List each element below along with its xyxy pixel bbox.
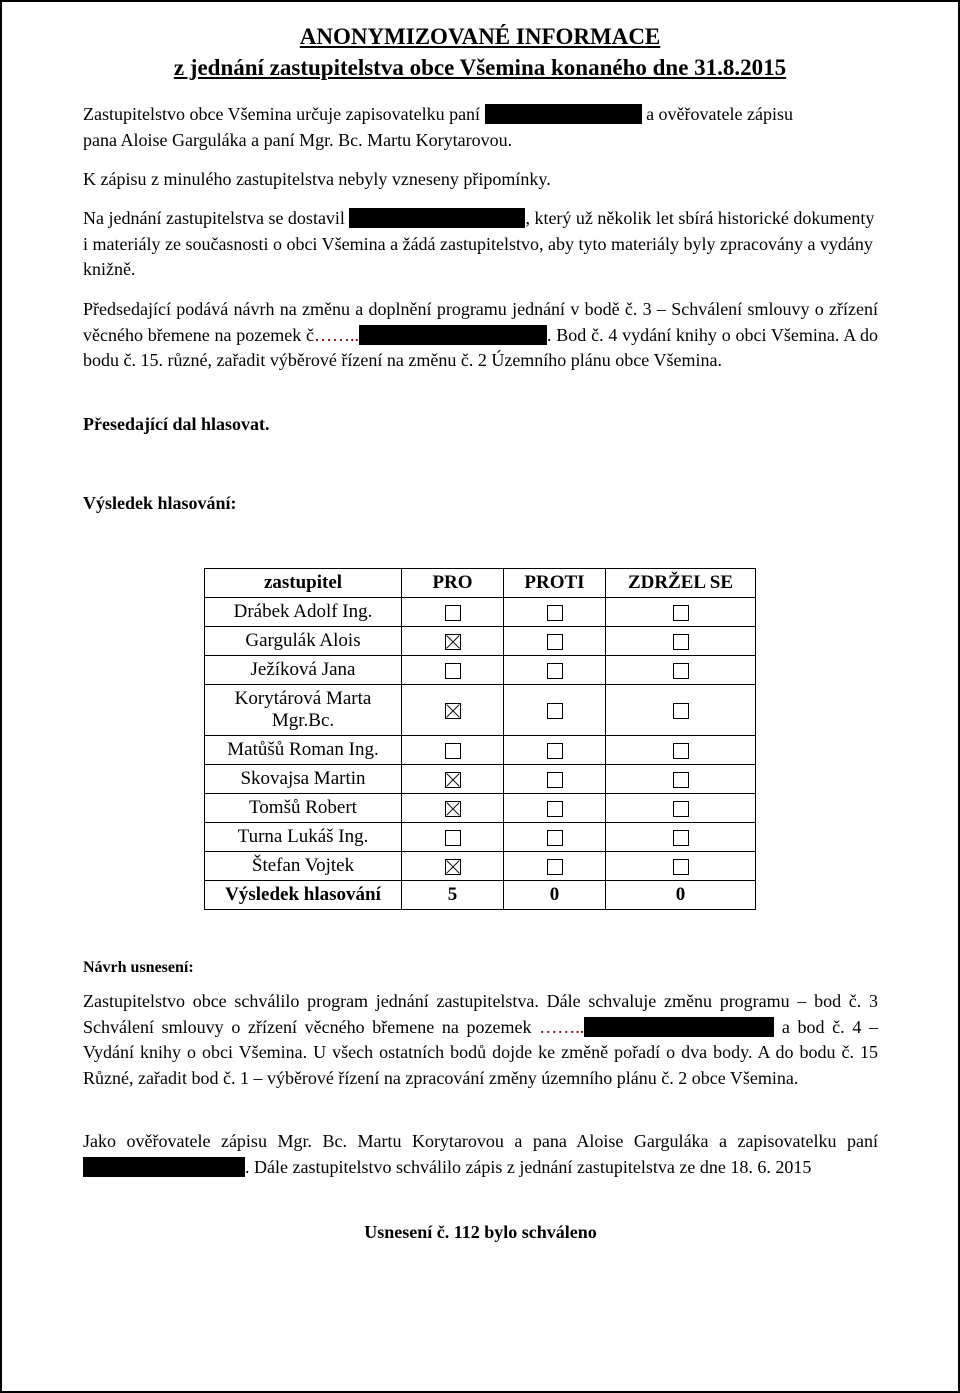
- resolution-approved: Usnesení č. 112 bylo schváleno: [364, 1222, 597, 1242]
- empty-box-icon: [445, 743, 461, 759]
- paragraph-verifiers: [83, 1129, 878, 1180]
- abstain-cell: [606, 685, 756, 736]
- proti-cell: [504, 765, 606, 794]
- empty-box-icon: [547, 663, 563, 679]
- empty-box-icon: [547, 634, 563, 650]
- empty-box-icon: [673, 830, 689, 846]
- document-title: ANONYMIZOVANÉ INFORMACE: [299, 24, 661, 49]
- empty-box-icon: [547, 743, 563, 759]
- abstain-cell: [606, 736, 756, 765]
- vote-call: Přesedající dal hlasovat.: [83, 414, 270, 434]
- empty-box-icon: [673, 801, 689, 817]
- representative-name: Tomšů Robert: [205, 794, 402, 823]
- table-row: [205, 598, 756, 627]
- visitor-text-b: , který už několik let sbírá historické dokumenty i materiály ze současnosti o obci Všemina a žádá zastupitelstvo, aby tyto materiály byly zpracovány a vydány knižně.: [83, 208, 875, 279]
- verifiers-text-a: Jako ověřovatele zápisu Mgr. Bc. Martu Korytarovou a pana Aloise Garguláka a zapisovatelku paní: [83, 1131, 878, 1151]
- pro-cell: [402, 656, 504, 685]
- document-subtitle: z jednání zastupitelstva obce Všemina konaného dne 31.8.2015: [173, 55, 787, 80]
- table-row: [205, 627, 756, 656]
- proti-cell: [504, 736, 606, 765]
- empty-box-icon: [445, 605, 461, 621]
- proti-cell: [504, 656, 606, 685]
- paragraph-recorder: [83, 102, 878, 153]
- paragraph-no-remarks: K zápisu z minulého zastupitelstva nebyly vzneseny připomínky.: [83, 169, 551, 189]
- empty-box-icon: [673, 634, 689, 650]
- pro-cell: [402, 823, 504, 852]
- placeholder-dots: ……..: [314, 324, 360, 345]
- checked-box-icon: [445, 703, 461, 719]
- pro-cell: [402, 852, 504, 881]
- representative-name: Gargulák Alois: [205, 627, 402, 656]
- paragraph-program-change: [83, 297, 878, 374]
- representative-name: Ježíková Jana: [205, 656, 402, 685]
- pro-cell: [402, 627, 504, 656]
- empty-box-icon: [673, 772, 689, 788]
- recorder-text-c: pana Aloise Garguláka a paní Mgr. Bc. Martu Korytarovou.: [83, 129, 513, 150]
- redaction-bar: [584, 1017, 774, 1037]
- table-row: [205, 823, 756, 852]
- redaction-bar: [83, 1157, 245, 1177]
- empty-box-icon: [547, 703, 563, 719]
- representative-name: Matůšů Roman Ing.: [205, 736, 402, 765]
- header-abstain: ZDRŽEL SE: [606, 569, 756, 598]
- empty-box-icon: [547, 830, 563, 846]
- representative-name: Skovajsa Martin: [205, 765, 402, 794]
- abstain-cell: [606, 794, 756, 823]
- proti-cell: [504, 852, 606, 881]
- table-row: [205, 736, 756, 765]
- representative-name: Drábek Adolf Ing.: [205, 598, 402, 627]
- proti-cell: [504, 685, 606, 736]
- empty-box-icon: [547, 801, 563, 817]
- total-abstain: 0: [606, 881, 756, 910]
- empty-box-icon: [445, 830, 461, 846]
- vote-table-header: [205, 569, 756, 598]
- empty-box-icon: [673, 859, 689, 875]
- empty-box-icon: [673, 605, 689, 621]
- table-row: [205, 656, 756, 685]
- pro-cell: [402, 765, 504, 794]
- pro-cell: [402, 598, 504, 627]
- abstain-cell: [606, 852, 756, 881]
- placeholder-dots: ……..: [539, 1016, 585, 1037]
- empty-box-icon: [547, 859, 563, 875]
- checked-box-icon: [445, 772, 461, 788]
- table-row: [205, 685, 756, 736]
- paragraph-visitor: [83, 206, 878, 283]
- proti-cell: [504, 598, 606, 627]
- proti-cell: [504, 627, 606, 656]
- resolution-text-a: Zastupitelstvo obce schválilo program jednání zastupitelstva. Dále schvaluje změnu programu – bod č. 3 Schválení smlouvy o zřízení věcného břemene na pozemek: [83, 991, 878, 1037]
- total-label: Výsledek hlasování: [205, 881, 402, 910]
- recorder-text-b: a ověřovatele zápisu: [646, 104, 793, 124]
- representative-name: Turna Lukáš Ing.: [205, 823, 402, 852]
- representative-name: Štefan Vojtek: [205, 852, 402, 881]
- header-proti: PROTI: [504, 569, 606, 598]
- total-proti: 0: [504, 881, 606, 910]
- program-text-a: Předsedající podává návrh na změnu a doplnění programu jednání v bodě č. 3 – Schválení smlouvy o zřízení věcného břemene na pozemek č: [83, 299, 878, 345]
- abstain-cell: [606, 823, 756, 852]
- recorder-text-a: Zastupitelstvo obce Všemina určuje zapisovatelku paní: [83, 104, 481, 124]
- verifiers-text-b: . Dále zastupitelstvo schválilo zápis z jednání zastupitelstva ze dne 18. 6. 2015: [245, 1156, 812, 1177]
- redaction-bar: [359, 325, 547, 345]
- total-row: [205, 881, 756, 910]
- checked-box-icon: [445, 801, 461, 817]
- vote-table-body: [205, 598, 756, 910]
- empty-box-icon: [673, 663, 689, 679]
- total-pro: 5: [402, 881, 504, 910]
- checked-box-icon: [445, 859, 461, 875]
- proti-cell: [504, 794, 606, 823]
- table-row: [205, 852, 756, 881]
- resolution-text-b: a bod č. 4 – Vydání knihy o obci Všemina. U všech ostatních bodů dojde ke změně pořadí o dva body. A do bodu č. 15 Různé, zařadit bod č. 1 – výběrové řízení na zpracování změny územního plánu č. 2 obce Všemina.: [83, 1016, 879, 1088]
- redaction-bar: [485, 104, 642, 124]
- empty-box-icon: [547, 605, 563, 621]
- empty-box-icon: [445, 663, 461, 679]
- pro-cell: [402, 685, 504, 736]
- abstain-cell: [606, 656, 756, 685]
- header-representative: zastupitel: [205, 569, 402, 598]
- result-heading: Výsledek hlasování:: [83, 493, 237, 513]
- abstain-cell: [606, 765, 756, 794]
- program-text-b: . Bod č. 4 vydání knihy o obci Všemina. A do bodu č. 15. různé, zařadit výběrové řízení na změnu č. 2 Územního plánu obce Všemina.: [83, 324, 878, 370]
- header-pro: PRO: [402, 569, 504, 598]
- representative-name: Korytárová Marta Mgr.Bc.: [205, 685, 402, 736]
- abstain-cell: [606, 598, 756, 627]
- redaction-bar: [349, 208, 525, 228]
- checked-box-icon: [445, 634, 461, 650]
- vote-table: [204, 568, 756, 910]
- empty-box-icon: [673, 743, 689, 759]
- empty-box-icon: [547, 772, 563, 788]
- pro-cell: [402, 736, 504, 765]
- visitor-text-a: Na jednání zastupitelstva se dostavil: [83, 208, 345, 228]
- proti-cell: [504, 823, 606, 852]
- proposal-heading: Návrh usnesení:: [83, 959, 194, 976]
- pro-cell: [402, 794, 504, 823]
- paragraph-resolution-text: [83, 989, 878, 1091]
- table-row: [205, 765, 756, 794]
- empty-box-icon: [673, 703, 689, 719]
- table-row: [205, 794, 756, 823]
- abstain-cell: [606, 627, 756, 656]
